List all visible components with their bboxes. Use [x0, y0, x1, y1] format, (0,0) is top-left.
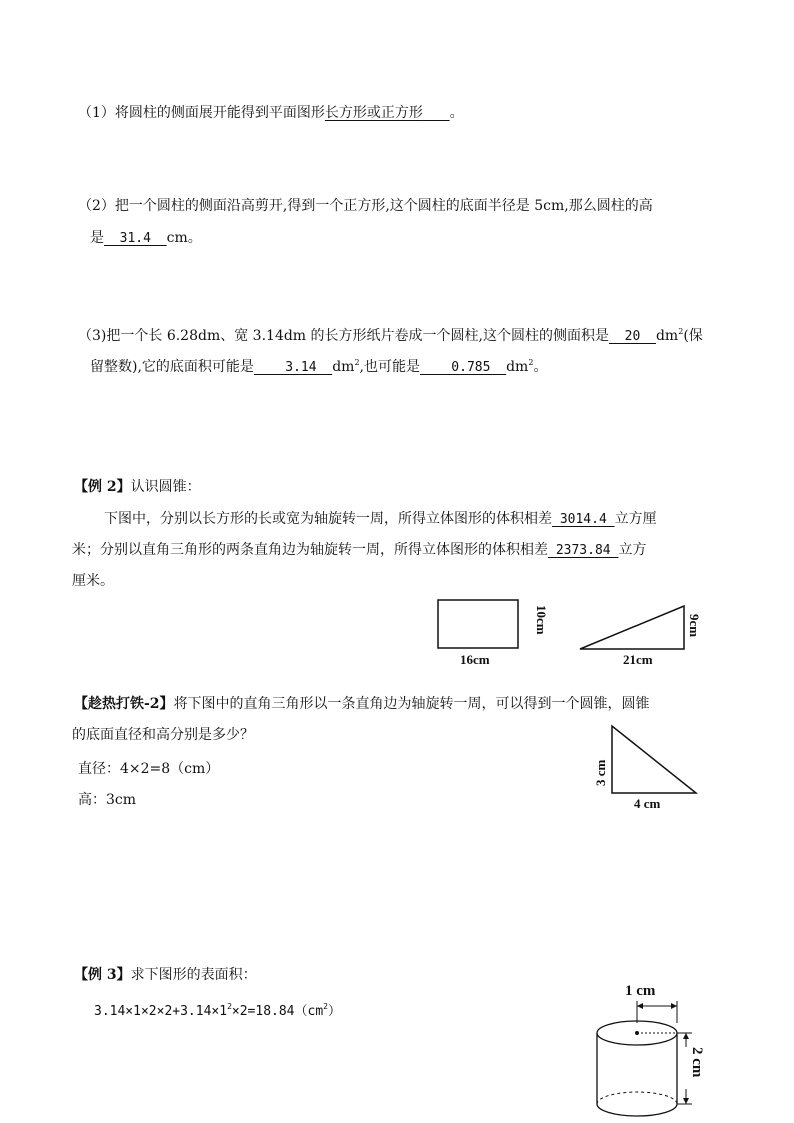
ex2-p1-suffix: 立方厘 [614, 511, 657, 527]
ex3-formula-c: ） [328, 1004, 342, 1019]
question-2-line-2 [90, 228, 202, 249]
ex2-p2-text: 米；分别以直角三角形的两条直角边为轴旋转一周，所得立体图形的体积相差 [72, 542, 548, 558]
cylinder-radius-label: 1 cm [625, 983, 656, 999]
practice-2-diameter-text: 直径：4×2=8（cm） [78, 761, 220, 777]
q3-unit-2: dm [332, 359, 355, 375]
cylinder-figure [592, 978, 712, 1120]
q3-unit-1: dm [655, 328, 679, 344]
q2-answer: 31.4 [104, 231, 167, 246]
cylinder-bottom-front [597, 1104, 677, 1116]
rectangle-height-label: 10cm [534, 605, 549, 635]
rectangle-width-label: 16cm [460, 652, 490, 667]
ex3-sup-1: 2 [227, 1002, 232, 1011]
example-3-subtitle: 求下图形的表面积： [130, 967, 257, 983]
q3-answer-2: 3.14 [253, 360, 333, 375]
radius-arrow-right [671, 1003, 677, 1009]
cylinder-bottom-back [597, 1092, 677, 1104]
example-2-subtitle: 认识圆锥： [130, 479, 201, 495]
example-3-heading [74, 965, 257, 985]
q3-prefix-2: 留整数),它的底面积可能是 [90, 359, 254, 375]
q3-suffix-2: 。 [533, 359, 548, 375]
q3-answer-1: 20 [609, 329, 656, 344]
triangle-shape [580, 606, 684, 649]
q3-sup-3: 2 [528, 358, 534, 367]
q3-sup-1: 2 [678, 327, 684, 336]
practice-2-diameter [78, 759, 219, 779]
practice-2-line-1 [74, 694, 650, 714]
practice-2-line-2 [72, 725, 254, 745]
triangle-width-label: 21cm [623, 652, 653, 667]
radius-arrow-left [637, 1003, 643, 1009]
practice-2-height-text: 高：3cm [78, 792, 137, 808]
example-2-para-3 [72, 571, 114, 591]
ex3-formula-a: 3.14×1×2×2+3.14×1 [94, 1004, 228, 1019]
ex3-sup-2: 2 [323, 1002, 328, 1011]
ex3-formula-b: ×2=18.84（cm [231, 1004, 324, 1019]
rectangle-shape [438, 600, 518, 648]
example-2-para-2 [72, 540, 646, 561]
triangle-figure [575, 600, 715, 670]
q3-sup-2: 2 [354, 358, 360, 367]
ex2-p1-text: 下图中，分别以长方形的长或宽为轴旋转一周，所得立体图形的体积相差 [104, 511, 552, 527]
practice-2-text: 将下图中的直角三角形以一条直角边为轴旋转一周，可以得到一个圆锥，圆锥 [173, 696, 650, 712]
practice-2-triangle-figure [590, 718, 710, 813]
rectangle-figure [430, 592, 550, 672]
height-arrow-top [683, 1033, 689, 1039]
q3-answer-3: 0.785 [420, 360, 507, 375]
q1-suffix: 。 [449, 105, 464, 121]
q3-suffix-1: (保 [683, 328, 703, 344]
q3-mid: ,也可能是 [359, 359, 420, 375]
ex2-answer-1: 3014.4 [552, 512, 615, 527]
practice-2-height [78, 790, 136, 810]
q2-prefix: 是 [90, 230, 104, 246]
cylinder-height-label: 2 cm [689, 1047, 705, 1078]
example-2-heading [74, 477, 201, 497]
practice-2-width-label: 4 cm [634, 796, 661, 811]
q2-text: （2）把一个圆柱的侧面沿高剪开,得到一个正方形,这个圆柱的底面半径是 5cm,那么圆柱的高 [78, 198, 653, 214]
practice-2-triangle-shape [612, 726, 696, 793]
q2-unit: cm。 [166, 230, 202, 246]
triangle-height-label: 9cm [687, 614, 702, 638]
q3-unit-3: dm [506, 359, 529, 375]
ex2-p3-text: 厘米。 [72, 573, 114, 589]
ex2-p2-suffix: 立方 [618, 542, 647, 558]
example-2-para-1 [104, 509, 657, 530]
example-3-formula [94, 997, 341, 1022]
question-2-line-1 [78, 196, 653, 216]
q1-prefix: （1）将圆柱的侧面展开能得到平面图形 [78, 105, 325, 121]
example-2-title: 【例 2】 [74, 479, 131, 495]
q3-text: （3)把一个长 6.28dm、宽 3.14dm 的长方形纸片卷成一个圆柱,这个圆柱的侧面积是 [78, 328, 609, 344]
height-arrow-bottom [683, 1098, 689, 1104]
question-3-line-2 [90, 353, 547, 378]
q1-answer: 长方形或正方形 [324, 105, 423, 121]
practice-2-text-2: 的底面直径和高分别是多少？ [72, 727, 254, 743]
question-1 [78, 103, 464, 123]
practice-2-title: 【趁热打铁-2】 [74, 696, 174, 712]
ex2-answer-2: 2373.84 [548, 543, 619, 558]
question-3-line-1 [78, 322, 703, 347]
example-3-title: 【例 3】 [74, 967, 131, 983]
practice-2-height-label: 3 cm [593, 759, 608, 786]
